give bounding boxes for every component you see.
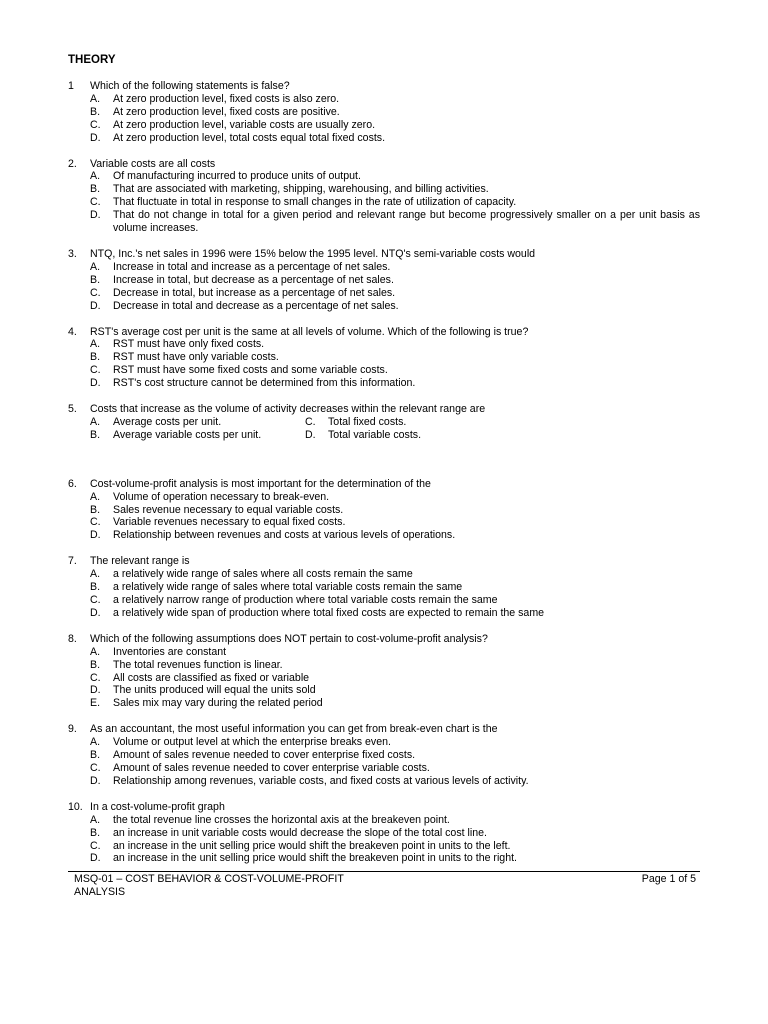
option-letter: C. [305,415,316,428]
question-number: 7. [68,555,77,568]
option-text: That do not change in total for a given period and relevant range but become progressively smaller on a per unit basis as volume increases. [113,209,700,235]
option-letter: D. [305,428,316,441]
option-letter: B. [90,105,101,118]
option-letter: D. [90,774,101,787]
option-letter: B. [90,826,101,839]
option-text: Sales mix may vary during the related period [113,697,323,710]
option-text: That are associated with marketing, shipping, warehousing, and billing activities. [113,183,489,196]
question-number: 2. [68,157,77,170]
option-letter: C. [90,118,101,131]
question-stem [68,248,700,261]
option-text: The units produced will equal the units sold [113,684,316,697]
answer-option [305,416,406,429]
option-letter: D. [90,606,101,619]
answer-option [68,364,700,377]
question-text: Which of the following assumptions does NOT pertain to cost-volume-profit analysis? [90,632,488,645]
question-number: 1 [68,80,74,92]
option-text: At zero production level, fixed costs are positive. [113,105,340,118]
question-stem [68,633,700,646]
question-text: Variable costs are all costs [90,157,216,170]
option-text: the total revenue line crosses the horizontal axis at the breakeven point. [113,813,450,826]
question-number: 6. [68,477,77,490]
option-text: Inventories are constant [113,645,227,658]
answer-option [68,607,700,620]
answer-option [68,504,700,517]
answer-option-row [68,429,700,442]
option-text: Variable revenues necessary to equal fixed costs. [113,516,346,529]
option-letter: A. [90,92,101,105]
question-item [68,158,700,235]
option-text: Decrease in total, but increase as a percentage of net sales. [113,286,396,299]
question-stem [68,555,700,568]
option-letter: B. [90,658,101,671]
question-item [68,403,700,442]
answer-option [68,491,700,504]
question-text: The relevant range is [90,555,190,568]
question-stem [68,723,700,736]
question-item [68,801,700,866]
question-item [68,248,700,313]
option-letter: A. [90,170,101,183]
option-letter: D. [90,377,101,390]
option-text: Average costs per unit. [113,415,222,428]
option-letter: A. [90,415,101,428]
answer-option [68,516,700,529]
question-stem [68,80,700,93]
question-number: 8. [68,632,77,645]
section-heading: THEORY [68,54,116,66]
option-letter: B. [90,581,101,594]
option-text: Average variable costs per unit. [113,428,262,441]
question-item [68,80,700,145]
question-stem [68,326,700,339]
answer-option [68,196,700,209]
answer-option [68,814,700,827]
option-letter: B. [90,351,101,364]
option-text: Decrease in total and decrease as a percentage of net sales. [113,299,399,312]
answer-option [68,775,700,788]
option-text: Increase in total, but decrease as a percentage of net sales. [113,273,394,286]
answer-option [68,827,700,840]
option-letter: B. [90,183,101,196]
option-text: Amount of sales revenue needed to cover enterprise fixed costs. [113,749,416,762]
option-letter: B. [90,428,101,441]
option-letter: C. [90,516,101,529]
answer-option [68,209,700,235]
option-letter: A. [90,645,101,658]
answer-option-row [68,416,700,429]
answer-option [68,529,700,542]
option-letter: C. [90,364,101,377]
answer-option [68,568,700,581]
option-letter: A. [90,736,101,749]
option-text: Sales revenue necessary to equal variable costs. [113,503,344,516]
option-letter: D. [90,852,101,865]
option-text: Volume or output level at which the enterprise breaks even. [113,736,391,749]
option-text: Of manufacturing incurred to produce units of output. [113,170,361,183]
question-item [68,326,700,391]
page-footer [68,871,700,899]
question-text: Costs that increase as the volume of activity decreases within the relevant range are [90,403,486,416]
option-letter: C. [90,286,101,299]
option-letter: B. [90,503,101,516]
question-stem [68,478,700,491]
option-letter: B. [90,273,101,286]
option-text: RST must have only variable costs. [113,351,279,364]
question-text: In a cost-volume-profit graph [90,800,225,813]
option-letter: E. [90,697,101,710]
option-letter: C. [90,671,101,684]
option-text: That fluctuate in total in response to small changes in the rate of utilization of capacity. [113,196,517,209]
question-item [68,633,700,710]
option-text: Total variable costs. [328,428,422,441]
option-text: a relatively wide range of sales where all costs remain the same [113,568,413,581]
option-text: Volume of operation necessary to break-even. [113,490,330,503]
answer-option [68,762,700,775]
option-letter: D. [90,299,101,312]
option-letter: A. [90,490,101,503]
option-text: a relatively wide range of sales where total variable costs remain the same [113,581,463,594]
option-text: RST must have some fixed costs and some variable costs. [113,364,388,377]
question-text: NTQ, Inc.'s net sales in 1996 were 15% below the 1995 level. NTQ's semi-variable costs would [90,247,536,260]
option-letter: A. [90,260,101,273]
answer-option [68,852,700,865]
question-text: Cost-volume-profit analysis is most important for the determination of the [90,477,431,490]
option-text: RST must have only fixed costs. [113,338,265,351]
option-text: an increase in the unit selling price would shift the breakeven point in units to the left. [113,839,511,852]
question-number: 9. [68,723,77,736]
option-text: At zero production level, fixed costs is also zero. [113,92,340,105]
page-number: Page 1 of 5 [641,873,696,885]
question-item [68,555,700,620]
option-letter: D. [90,684,101,697]
answer-option [68,697,700,710]
question-text: RST's average cost per unit is the same at all levels of volume. Which of the following is true? [90,325,529,338]
answer-option [68,287,700,300]
answer-option [68,261,700,274]
question-stem [68,403,700,416]
question-text: As an accountant, the most useful information you can get from break-even chart is the [90,723,498,736]
option-text: The total revenues function is linear. [113,658,283,671]
question-stem [68,801,700,814]
option-letter: A. [90,338,101,351]
question-item [68,723,700,788]
answer-option [68,672,700,685]
option-text: a relatively narrow range of production where total variable costs remain the same [113,594,498,606]
option-text: an increase in unit variable costs would decrease the slope of the total cost line. [113,826,487,839]
option-text: Increase in total and increase as a percentage of net sales. [113,260,391,273]
option-letter: C. [90,594,101,606]
option-letter: D. [90,131,101,144]
option-letter: A. [90,568,101,581]
option-text: Relationship among revenues, variable costs, and fixed costs at various levels of activity. [113,774,529,787]
option-letter: C. [90,196,101,209]
answer-option [68,646,700,659]
answer-option [68,581,700,594]
answer-option [68,183,700,196]
question-list [68,80,700,878]
answer-option [68,300,700,313]
answer-option [68,351,700,364]
answer-option [68,736,700,749]
answer-option [68,684,700,697]
question-number: 5. [68,403,77,416]
option-letter: D. [90,529,101,542]
answer-option [68,170,700,183]
question-number: 10. [68,800,83,813]
answer-option [68,749,700,762]
answer-option [68,338,700,351]
question-item [68,478,700,543]
option-letter: C. [90,839,101,852]
answer-option [68,594,700,607]
answer-option [90,429,305,442]
option-letter: A. [90,813,101,826]
answer-option [68,840,700,853]
answer-option [68,377,700,390]
option-letter: B. [90,749,101,762]
option-text: Amount of sales revenue needed to cover enterprise variable costs. [113,761,430,774]
answer-option [68,132,700,145]
answer-option [305,429,421,442]
question-text: Which of the following statements is false? [90,80,290,92]
option-text: Total fixed costs. [328,415,407,428]
answer-option [68,659,700,672]
option-text: RST's cost structure cannot be determined from this information. [113,377,416,390]
answer-option [68,119,700,132]
option-letter: D. [90,209,101,222]
answer-option [90,416,305,429]
option-text: All costs are classified as fixed or variable [113,671,310,684]
question-number: 4. [68,325,77,338]
option-text: At zero production level, total costs equal total fixed costs. [113,131,386,144]
option-text: At zero production level, variable costs are usually zero. [113,118,376,131]
option-text: Relationship between revenues and costs at various levels of operations. [113,529,456,542]
option-text: a relatively wide span of production where total fixed costs are expected to remain the same [113,606,545,619]
answer-option [68,274,700,287]
question-number: 3. [68,247,77,260]
option-text: an increase in the unit selling price would shift the breakeven point in units to the right. [113,852,517,865]
footer-title: MSQ-01 – COST BEHAVIOR & COST-VOLUME-PROFIT ANALYSIS [74,873,344,898]
answer-option [68,106,700,119]
answer-option [68,93,700,106]
question-stem [68,158,700,171]
option-letter: C. [90,761,101,774]
